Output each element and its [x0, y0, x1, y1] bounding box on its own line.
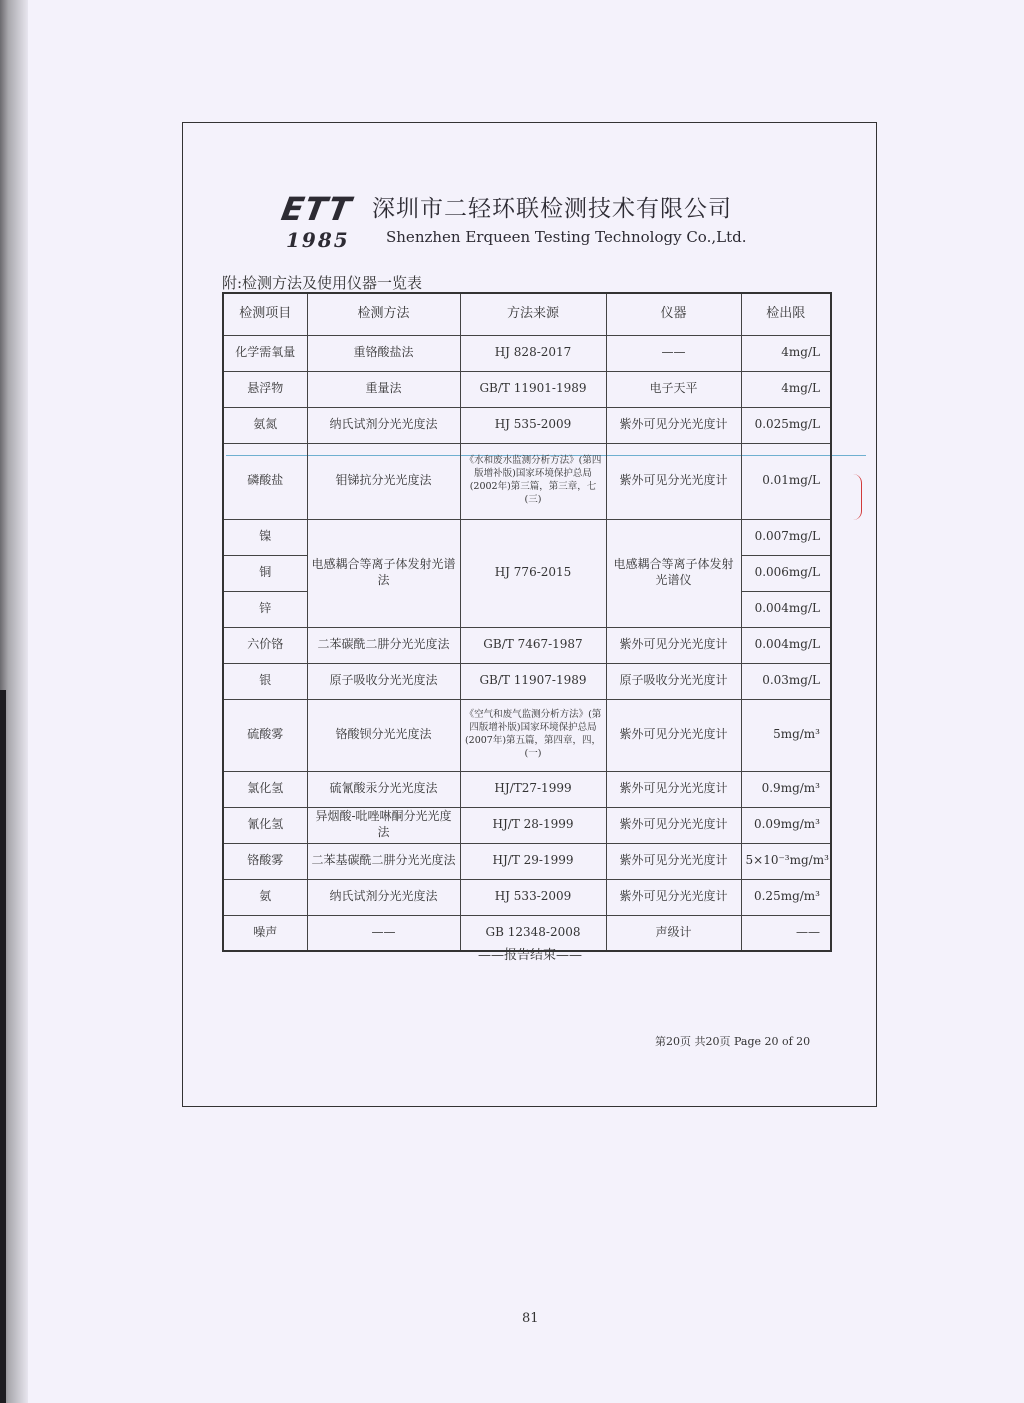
cell-limit: 0.25mg/m³: [741, 879, 831, 915]
cell-limit: 0.007mg/L: [741, 519, 831, 555]
table-row: [223, 663, 831, 699]
cell-source: HJ/T27-1999: [460, 771, 606, 807]
header-cell: 仪器: [606, 293, 741, 335]
cell-limit: 0.004mg/L: [741, 591, 831, 627]
cell-instrument: 紫外可见分光光度计: [606, 627, 741, 663]
cell-item: 化学需氧量: [223, 335, 307, 371]
cell-source: 《水和废水监测分析方法》(第四版增补版)国家环境保护总局(2002年)第三篇，第三章，七(三): [460, 443, 606, 519]
cell-item: 悬浮物: [223, 371, 307, 407]
cell-method: 纳氏试剂分光光度法: [307, 879, 460, 915]
table-row: [223, 371, 831, 407]
cell-limit: 0.01mg/L: [741, 443, 831, 519]
header-cell: 方法来源: [460, 293, 606, 335]
cell-source: GB 12348-2008: [460, 915, 606, 951]
cell-source: HJ 535-2009: [460, 407, 606, 443]
cell-item: 镍: [223, 519, 307, 555]
cell-method: 异烟酸-吡唑啉酮分光光度法: [307, 807, 460, 843]
methods-table: [222, 292, 832, 952]
table-header-row: [223, 293, 831, 335]
table-row: [223, 699, 831, 771]
table-row: [223, 771, 831, 807]
cell-limit: 0.025mg/L: [741, 407, 831, 443]
company-logo: ETT: [278, 190, 355, 228]
table-row: [223, 407, 831, 443]
cell-item: 锌: [223, 591, 307, 627]
cell-item: 磷酸盐: [223, 443, 307, 519]
cell-method: 重量法: [307, 371, 460, 407]
cell-item: 噪声: [223, 915, 307, 951]
report-end-mark: ——报告结束——: [478, 948, 583, 963]
table-row: [223, 807, 831, 843]
cell-source: GB/T 7467-1987: [460, 627, 606, 663]
cell-instrument: 紫外可见分光光度计: [606, 699, 741, 771]
cell-source: 《空气和废气监测分析方法》(第四版增补版)国家环境保护总局(2007年)第五篇，第四章，四，(一): [460, 699, 606, 771]
cell-instrument: 电子天平: [606, 371, 741, 407]
cell-limit: 0.09mg/m³: [741, 807, 831, 843]
cell-instrument: 声级计: [606, 915, 741, 951]
red-pen-mark: [853, 474, 862, 520]
annex-title: 附:检测方法及使用仪器一览表: [222, 274, 423, 292]
cell-method: 电感耦合等离子体发射光谱法: [307, 519, 460, 627]
cell-method: 重铬酸盐法: [307, 335, 460, 371]
cell-limit: 0.006mg/L: [741, 555, 831, 591]
cell-instrument: 紫外可见分光光度计: [606, 443, 741, 519]
cell-instrument: ——: [606, 335, 741, 371]
cell-source: HJ/T 28-1999: [460, 807, 606, 843]
header-cell: 检测项目: [223, 293, 307, 335]
cell-limit: 4mg/L: [741, 371, 831, 407]
cell-source: HJ 776-2015: [460, 519, 606, 627]
logo-year: 1985: [286, 228, 350, 252]
cell-limit: 4mg/L: [741, 335, 831, 371]
cell-source: HJ/T 29-1999: [460, 843, 606, 879]
cell-instrument: 电感耦合等离子体发射光谱仪: [606, 519, 741, 627]
cell-method: 钼锑抗分光光度法: [307, 443, 460, 519]
cell-item: 氨氮: [223, 407, 307, 443]
cell-method: 纳氏试剂分光光度法: [307, 407, 460, 443]
cell-item: 氨: [223, 879, 307, 915]
cell-item: 六价铬: [223, 627, 307, 663]
cell-limit: 5mg/m³: [741, 699, 831, 771]
cell-limit: 0.004mg/L: [741, 627, 831, 663]
cell-source: HJ 828-2017: [460, 335, 606, 371]
page-number: 81: [522, 1311, 539, 1326]
cell-item: 氰化氢: [223, 807, 307, 843]
cell-instrument: 紫外可见分光光度计: [606, 879, 741, 915]
cell-limit: 0.03mg/L: [741, 663, 831, 699]
header-cell: 检出限: [741, 293, 831, 335]
cell-instrument: 紫外可见分光光度计: [606, 843, 741, 879]
cell-limit: 5×10⁻³mg/m³: [741, 843, 831, 879]
cell-instrument: 原子吸收分光光度计: [606, 663, 741, 699]
cell-source: GB/T 11901-1989: [460, 371, 606, 407]
table-row: [223, 335, 831, 371]
table-row: [223, 627, 831, 663]
cell-limit: 0.9mg/m³: [741, 771, 831, 807]
company-name-cn: 深圳市二轻环联检测技术有限公司: [372, 196, 732, 222]
company-name-en: Shenzhen Erqueen Testing Technology Co.,Ltd.: [386, 228, 747, 246]
cell-method: 二苯碳酰二肼分光光度法: [307, 627, 460, 663]
header-cell: 检测方法: [307, 293, 460, 335]
cell-method: ——: [307, 915, 460, 951]
cell-item: 铜: [223, 555, 307, 591]
cell-method: 二苯基碳酰二肼分光光度法: [307, 843, 460, 879]
cell-source: GB/T 11907-1989: [460, 663, 606, 699]
cell-limit: ——: [741, 915, 831, 951]
page-info: 第20页 共20页 Page 20 of 20: [655, 1035, 811, 1048]
table-row: [223, 843, 831, 879]
cell-method: 硫氰酸汞分光光度法: [307, 771, 460, 807]
table-row: [223, 443, 831, 519]
cell-item: 氯化氢: [223, 771, 307, 807]
cell-method: 铬酸钡分光光度法: [307, 699, 460, 771]
table-row: [223, 879, 831, 915]
cell-instrument: 紫外可见分光光度计: [606, 807, 741, 843]
table-row: [223, 519, 831, 555]
cell-instrument: 紫外可见分光光度计: [606, 771, 741, 807]
cell-method: 原子吸收分光光度法: [307, 663, 460, 699]
cell-item: 铬酸雾: [223, 843, 307, 879]
cell-item: 硫酸雾: [223, 699, 307, 771]
cell-item: 银: [223, 663, 307, 699]
company-header: [278, 186, 782, 256]
scan-left-edge: [0, 0, 28, 1403]
cell-source: HJ 533-2009: [460, 879, 606, 915]
cell-instrument: 紫外可见分光光度计: [606, 407, 741, 443]
